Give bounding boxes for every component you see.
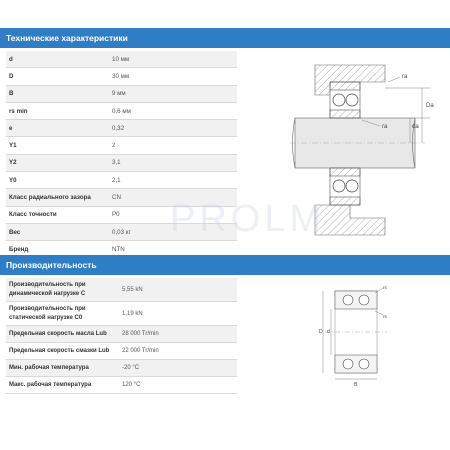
spec-key: Класс точности: [6, 206, 109, 223]
spec-key: d: [6, 51, 109, 68]
spec-value: 0,6 мм: [109, 102, 237, 119]
performance-row: [6, 360, 237, 377]
spec-key: Y1: [6, 137, 109, 154]
label-d: d: [327, 329, 330, 335]
performance-value: -20 °C: [119, 360, 237, 377]
spec-row: [6, 102, 237, 119]
performance-value: 5,55 kN: [119, 278, 237, 302]
label-ra-top: ra: [402, 74, 408, 80]
performance-row: [6, 302, 237, 326]
spec-row: [6, 85, 237, 102]
bearing-dimension-drawing: [315, 283, 395, 393]
performance-table: [6, 278, 237, 394]
spec-value: 30 мм: [109, 68, 237, 85]
spec-key: Класс радиального зазора: [6, 189, 109, 206]
label-rs-mid: rs: [383, 314, 387, 319]
watermark: PROLM: [170, 198, 326, 240]
spec-value: 0,03 кг: [109, 223, 237, 240]
performance-key: Предельная скорость смазки Lub: [6, 343, 119, 360]
spec-row: [6, 68, 237, 85]
spec-value: 2,1: [109, 172, 237, 189]
spec-row: [6, 154, 237, 171]
label-D: D: [319, 329, 323, 335]
performance-value: 1,19 kN: [119, 302, 237, 326]
spec-row: [6, 137, 237, 154]
performance-value: 22 000 Tr/min: [119, 343, 237, 360]
label-da: da: [412, 124, 419, 130]
spec-key: Бренд: [6, 241, 109, 258]
performance-key: Макс. рабочая температура: [6, 377, 119, 394]
performance-value: 28 000 Tr/min: [119, 326, 237, 343]
spec-row: [6, 120, 237, 137]
label-B: B: [354, 382, 358, 388]
spec-key: rs min: [6, 102, 109, 119]
spec-value: 3,1: [109, 154, 237, 171]
performance-value: 120 °C: [119, 377, 237, 394]
spec-key: Вес: [6, 223, 109, 240]
performance-key: Производительность при статической нагрузке C0: [6, 302, 119, 326]
label-rs-top: rs: [383, 285, 387, 290]
performance-header: Производительность: [0, 255, 450, 275]
spec-key: Y2: [6, 154, 109, 171]
spec-value: 0,32: [109, 120, 237, 137]
spec-row: [6, 51, 237, 68]
spec-value: 2: [109, 137, 237, 154]
performance-key: Предельная скорость масла Lub: [6, 326, 119, 343]
tech-specs-header: Технические характеристики: [0, 28, 450, 48]
performance-row: [6, 326, 237, 343]
performance-key: Производительность при динамической нагрузке C: [6, 278, 119, 302]
spec-value: 10 мм: [109, 51, 237, 68]
spec-value: NTN: [109, 241, 237, 258]
label-Da: Da: [426, 103, 434, 109]
performance-row: [6, 343, 237, 360]
performance-row: [6, 278, 237, 302]
performance-row: [6, 377, 237, 394]
spec-value: P0: [109, 206, 237, 223]
spec-key: B: [6, 85, 109, 102]
spec-key: D: [6, 68, 109, 85]
spec-value: CN: [109, 189, 237, 206]
spec-row: [6, 172, 237, 189]
spec-key: e: [6, 120, 109, 137]
label-ra-mid: ra: [382, 124, 388, 130]
spec-value: 9 мм: [109, 85, 237, 102]
spec-key: Y0: [6, 172, 109, 189]
performance-key: Мин. рабочая температура: [6, 360, 119, 377]
